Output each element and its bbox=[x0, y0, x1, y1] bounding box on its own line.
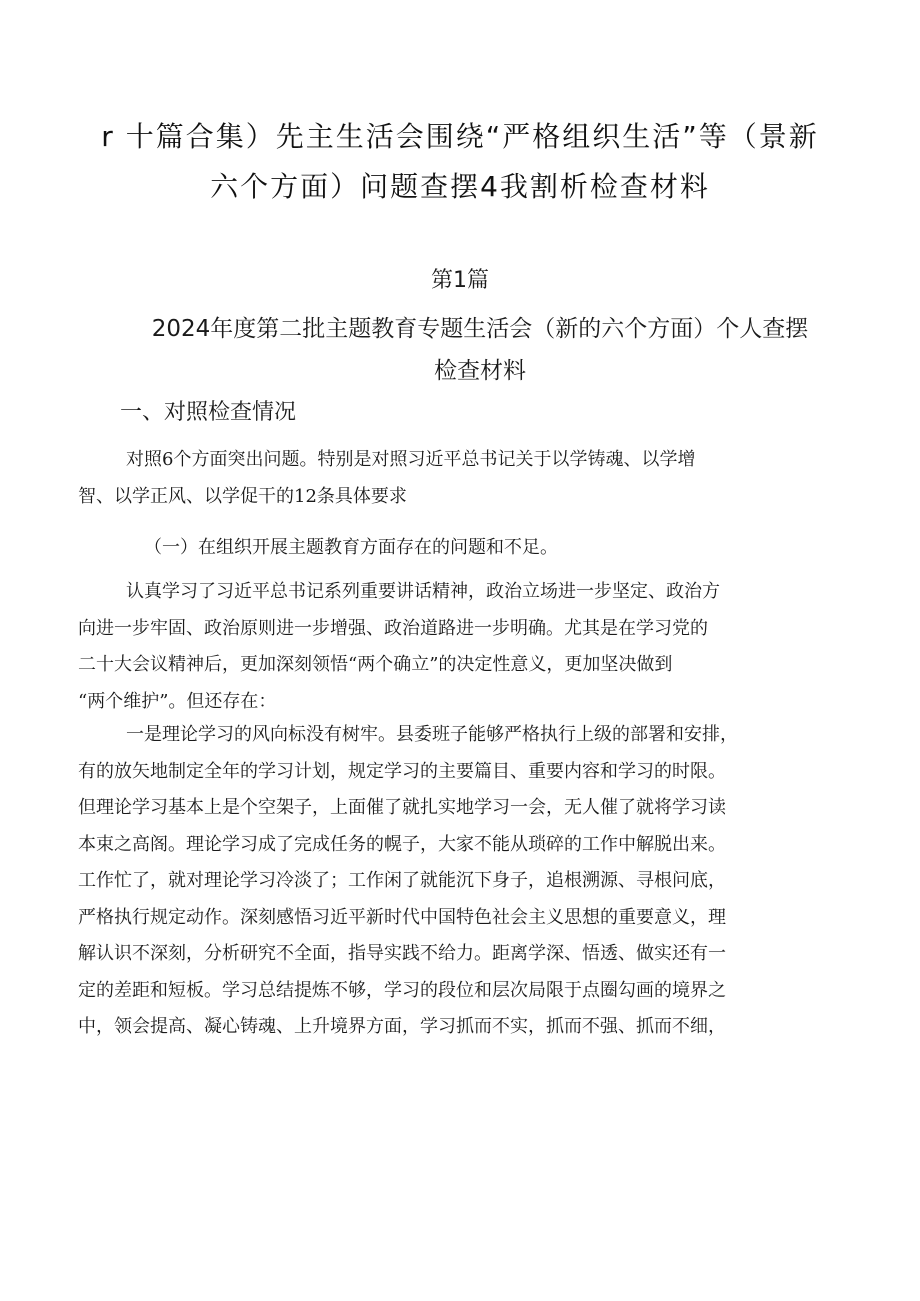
paragraph-theory bbox=[78, 717, 858, 1046]
paragraph-line: 对照6个方面突出问题。特别是对照习近平总书记关于以学铸魂、以学增 bbox=[126, 449, 696, 470]
paragraph-line: 智、以学正风、以学促干的12条具体要求 bbox=[78, 485, 407, 507]
paragraph-line: 解认识不深刻，分析研究不全面，指导实践不给力。距离学深、悟透、做实还有一 bbox=[78, 943, 726, 964]
paragraph-line: 严格执行规定动作。深刻感悟习近平新时代中国特色社会主义思想的重要意义，理 bbox=[78, 906, 726, 928]
paragraph-line: 中，领会提高、凝心铸魂、上升境界方面，学习抓而不实，抓而不强、抓而不细， bbox=[78, 1016, 726, 1037]
subheading-line: （一）在组织开展主题教育方面存在的问题和不足。 bbox=[144, 537, 558, 558]
document-subtitle bbox=[110, 308, 850, 392]
paragraph-line: 认真学习了习近平总书记系列重要讲话精神，政治立场进一步坚定、政治方 bbox=[126, 581, 720, 602]
paragraph-line: 但理论学习基本上是个空架子，上面催了就扎实地学习一会，无人催了就将学习读 bbox=[78, 797, 726, 818]
paragraph-line: “两个维护”。但还存在： bbox=[78, 690, 277, 712]
paragraph-line: 有的放矢地制定全年的学习计划，规定学习的主要篇目、重要内容和学习的时限。 bbox=[78, 760, 726, 782]
subtitle-line-1: 2024年度第二批主题教育专题生活会（新的六个方面）个人查摆 bbox=[151, 316, 809, 342]
paragraph-line: 定的差距和短板。学习总结提炼不够，学习的段位和层次局限于点圈勾画的境界之 bbox=[78, 979, 726, 1001]
paragraph-line: 二十大会议精神后，更加深刻领悟“两个确立”的决定性意义，更加坚决做到 bbox=[78, 654, 673, 675]
paragraph-line: 工作忙了，就对理论学习冷淡了；工作闲了就能沉下身子，追根溯源、寻根问底， bbox=[78, 870, 726, 891]
section-heading: 一、对照检查情况 bbox=[120, 400, 297, 425]
paragraph-study bbox=[78, 574, 858, 720]
paragraph-line: 本束之高阁。理论学习成了完成任务的幌子，大家不能从琐碎的工作中解脱出来。 bbox=[78, 833, 726, 855]
main-title-line-2: 六个方面）问题查摆4我割析检查材料 bbox=[210, 170, 710, 203]
subtitle-line-2: 检查材料 bbox=[434, 358, 526, 384]
subheading-1 bbox=[78, 530, 858, 567]
document-main-title bbox=[70, 112, 850, 212]
paragraph-intro bbox=[78, 442, 858, 515]
chapter-label: 第1篇 bbox=[431, 268, 489, 293]
paragraph-line: 向进一步牢固、政治原则进一步增强、政治道路进一步明确。尤其是在学习党的 bbox=[78, 617, 708, 639]
paragraph-line: 一是理论学习的风向标没有树牢。县委班子能够严格执行上级的部署和安排， bbox=[126, 724, 738, 745]
main-title-line-1: r 十篇合集）先主生活会围绕“严格组织生活”等（景新 bbox=[101, 120, 819, 153]
